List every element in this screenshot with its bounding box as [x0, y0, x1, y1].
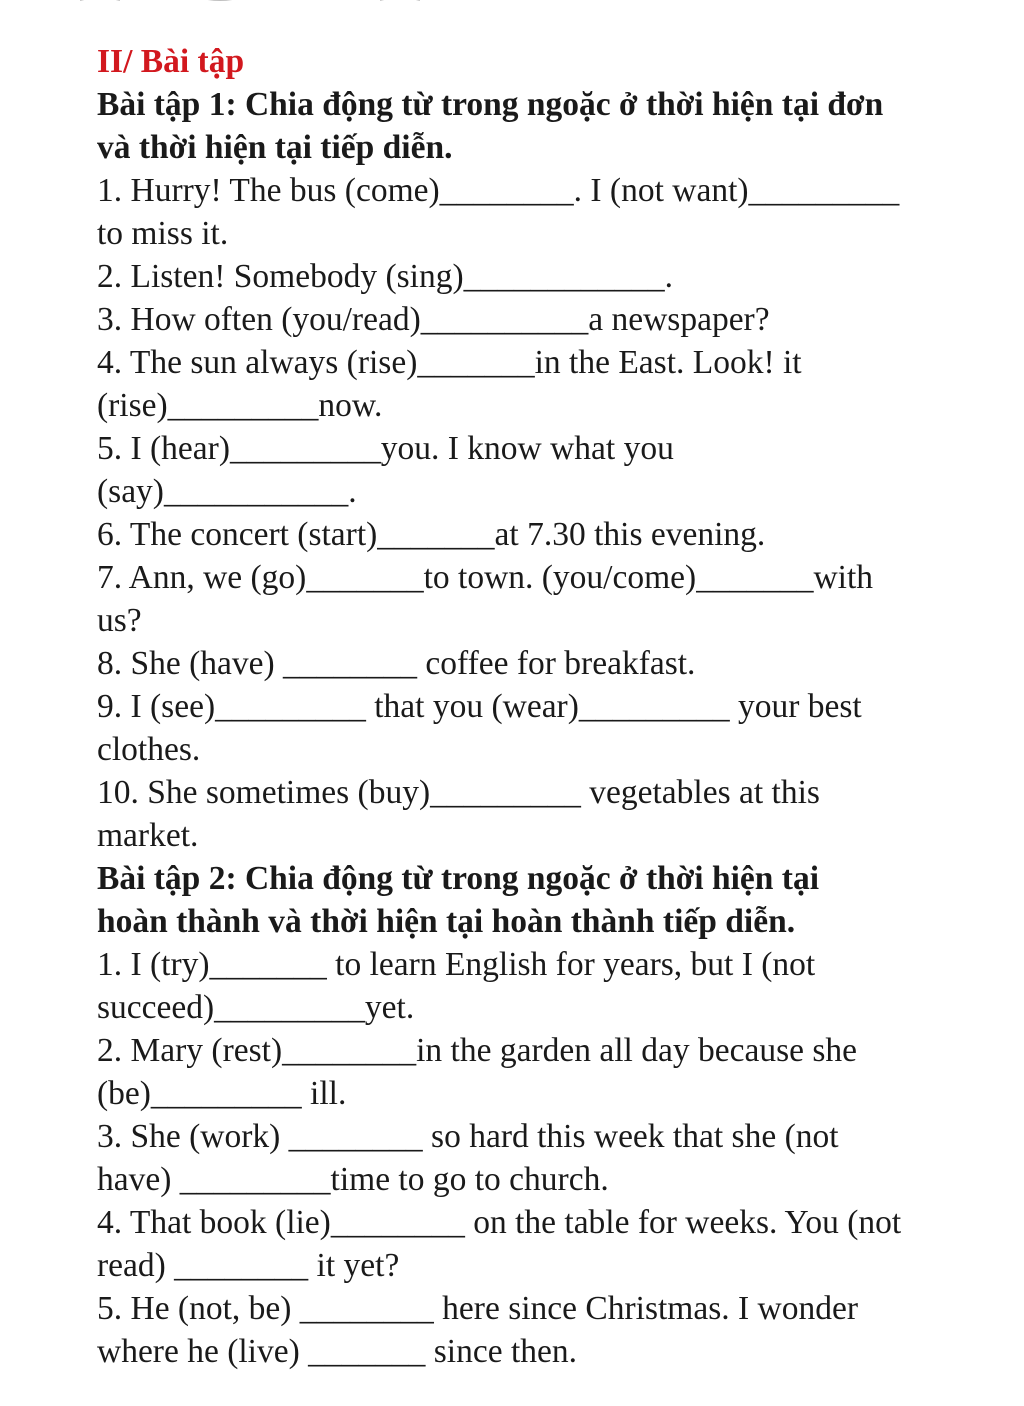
exercise-2-line: 5. He (not, be) ________ here since Christmas. I wonder	[97, 1290, 859, 1327]
exercise-1-line: 8. She (have) ________ coffee for breakfast.	[97, 645, 696, 682]
exercise-1-line: 9. I (see)_________ that you (wear)_________ your best	[97, 688, 862, 725]
exercise-2-line: succeed)_________yet.	[97, 989, 415, 1026]
exercise-1-line: 4. The sun always (rise)_______in the East. Look! it	[97, 344, 802, 381]
cut-off-previous-line	[80, 0, 480, 4]
exercise-1-line: us?	[97, 602, 142, 639]
exercise-1-heading-line: Bài tập 1: Chia động từ trong ngoặc ở thời hiện tại đơn	[97, 86, 884, 123]
exercise-1-line: (rise)_________now.	[97, 387, 383, 424]
exercise-1-line: market.	[97, 817, 199, 854]
exercise-2-heading-line: hoàn thành và thời hiện tại hoàn thành tiếp diễn.	[97, 903, 796, 940]
exercise-2-line: (be)_________ ill.	[97, 1075, 347, 1112]
exercise-1-line: 2. Listen! Somebody (sing)____________.	[97, 258, 673, 295]
exercise-1-line: 1. Hurry! The bus (come)________. I (not want)_________	[97, 172, 900, 209]
exercise-1-line: (say)___________.	[97, 473, 357, 510]
exercise-2-heading-line: Bài tập 2: Chia động từ trong ngoặc ở thời hiện tại	[97, 860, 820, 897]
exercise-2-line: 4. That book (lie)________ on the table for weeks. You (not	[97, 1204, 902, 1241]
exercise-document	[97, 40, 967, 1373]
exercise-2	[97, 857, 967, 1373]
exercise-1-line: 5. I (hear)_________you. I know what you	[97, 430, 674, 467]
exercise-1-line: 10. She sometimes (buy)_________ vegetables at this	[97, 774, 820, 811]
section-title: II/ Bài tập	[97, 43, 245, 80]
cut-off-text-fragment	[80, 0, 480, 4]
exercise-2-line: have) _________time to go to church.	[97, 1161, 609, 1198]
exercise-2-line: 1. I (try)_______ to learn English for years, but I (not	[97, 946, 816, 983]
exercise-1-line: 6. The concert (start)_______at 7.30 this evening.	[97, 516, 766, 553]
exercise-1-line: clothes.	[97, 731, 201, 768]
exercise-1-line: 7. Ann, we (go)_______to town. (you/come)_______with	[97, 559, 873, 596]
exercise-1-line: 3. How often (you/read)__________a newspaper?	[97, 301, 770, 338]
exercise-2-line: where he (live) _______ since then.	[97, 1333, 578, 1370]
exercise-1-line: to miss it.	[97, 215, 229, 252]
exercise-1-heading-line: và thời hiện tại tiếp diễn.	[97, 129, 453, 166]
exercise-2-line: 3. She (work) ________ so hard this week that she (not	[97, 1118, 839, 1155]
exercise-2-line: 2. Mary (rest)________in the garden all day because she	[97, 1032, 858, 1069]
exercise-2-line: read) ________ it yet?	[97, 1247, 400, 1284]
exercise-1	[97, 83, 967, 857]
